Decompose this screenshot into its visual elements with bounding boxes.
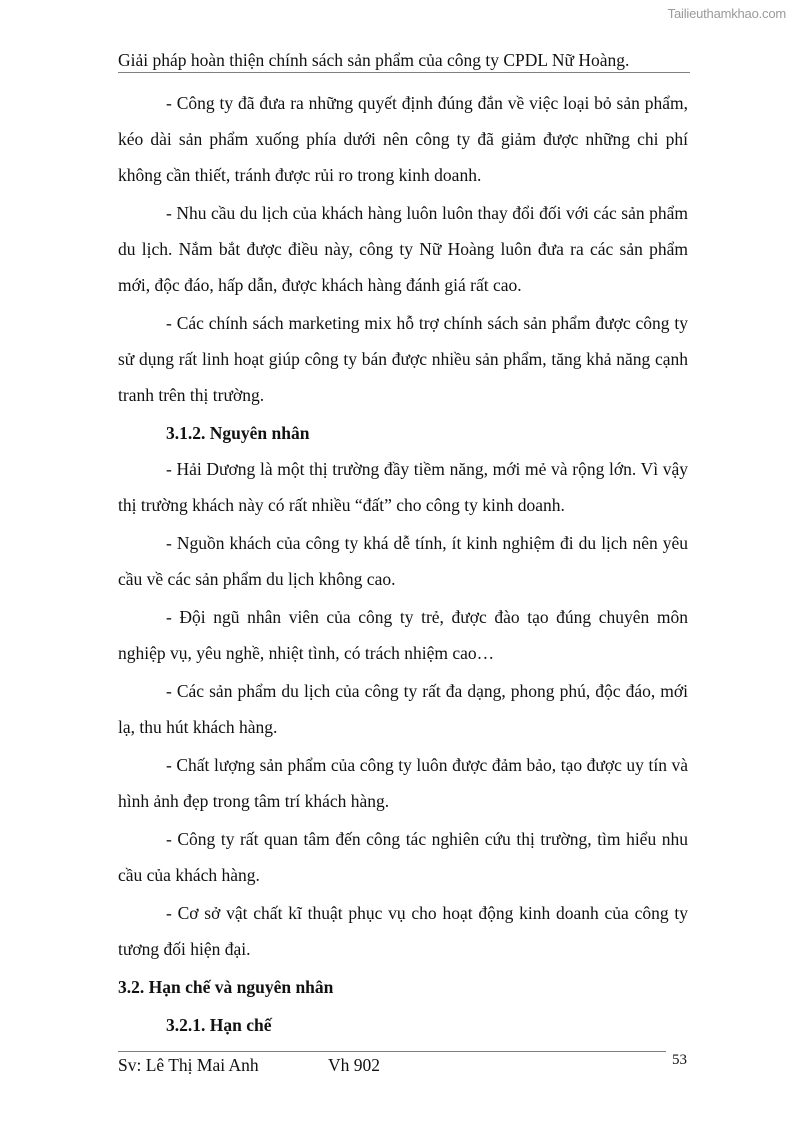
page-header-title: Giải pháp hoàn thiện chính sách sản phẩm của công ty CPDL Nữ Hoàng. bbox=[118, 49, 690, 73]
paragraph: - Công ty đã đưa ra những quyết định đúng đắn về việc loại bỏ sản phẩm, kéo dài sản phẩm xuống phía dưới nên công ty đã giảm được những chi phí không cần thiết, tránh được rủi ro trong kinh doanh. bbox=[118, 93, 688, 185]
page-footer bbox=[118, 1054, 381, 1076]
paragraph: - Nguồn khách của công ty khá dễ tính, ít kinh nghiệm đi du lịch nên yêu cầu về các sản phẩm du lịch không cao. bbox=[118, 533, 688, 589]
paragraph: - Công ty rất quan tâm đến công tác nghiên cứu thị trường, tìm hiểu nhu cầu của khách hàng. bbox=[118, 829, 688, 885]
section-heading-3-1-2: 3.1.2. Nguyên nhân bbox=[166, 423, 310, 443]
footer-student-name: Sv: Lê Thị Mai Anh bbox=[118, 1055, 259, 1075]
page-number: 53 bbox=[672, 1052, 687, 1068]
paragraph: - Cơ sở vật chất kĩ thuật phục vụ cho hoạt động kinh doanh của công ty tương đối hiện đại. bbox=[118, 903, 688, 959]
document-body bbox=[118, 85, 688, 1043]
section-heading-3-2-1: 3.2.1. Hạn chế bbox=[166, 1015, 272, 1035]
section-heading-3-2: 3.2. Hạn chế và nguyên nhân bbox=[118, 977, 334, 997]
paragraph: - Các sản phẩm du lịch của công ty rất đa dạng, phong phú, độc đáo, mới lạ, thu hút khách hàng. bbox=[118, 681, 688, 737]
paragraph: - Hải Dương là một thị trường đầy tiềm năng, mới mẻ và rộng lớn. Vì vậy thị trường khách này có rất nhiều “đất” cho công ty kinh doanh. bbox=[118, 459, 688, 515]
footer-divider bbox=[118, 1051, 666, 1052]
watermark: Tailieuthamkhao.com bbox=[667, 6, 786, 21]
paragraph: - Đội ngũ nhân viên của công ty trẻ, được đào tạo đúng chuyên môn nghiệp vụ, yêu nghề, nhiệt tình, có trách nhiệm cao… bbox=[118, 607, 688, 663]
paragraph: - Nhu cầu du lịch của khách hàng luôn luôn thay đổi đối với các sản phẩm du lịch. Nắm bắt được điều này, công ty Nữ Hoàng luôn đưa ra các sản phẩm mới, độc đáo, hấp dẫn, được khách hàng đánh giá rất cao. bbox=[118, 203, 688, 295]
paragraph: - Các chính sách marketing mix hỗ trợ chính sách sản phẩm được công ty sử dụng rất linh hoạt giúp công ty bán được nhiều sản phẩm, tăng khả năng cạnh tranh trên thị trường. bbox=[118, 313, 688, 405]
footer-class-code: Vh 902 bbox=[328, 1055, 381, 1075]
paragraph: - Chất lượng sản phẩm của công ty luôn được đảm bảo, tạo được uy tín và hình ảnh đẹp trong tâm trí khách hàng. bbox=[118, 755, 688, 811]
